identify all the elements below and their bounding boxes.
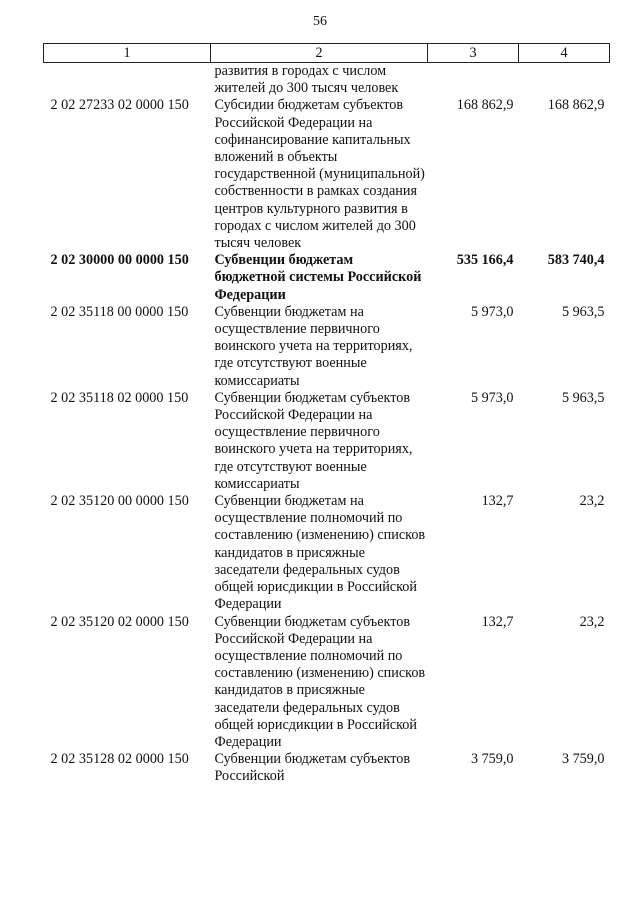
table-row <box>44 390 610 493</box>
table-row <box>44 304 610 390</box>
description-cell: Субсидии бюджетам субъектов Российской Федерации на софинансирование капитальных вложений в объекты государственной (муниципальной) собственности в рамках создания центров культурного развития в городах с числом жителей до 300 тысяч человек <box>214 97 425 252</box>
budget-code-cell: 2 02 35128 02 0000 150 <box>50 751 189 768</box>
description-cell: Субвенции бюджетам субъектов Российской Федерации на осуществление первичного воинского учета на территориях, где отсутствуют военные комиссариаты <box>214 389 413 492</box>
table-row <box>44 63 610 98</box>
amount-cell-col4: 5 963,5 <box>561 389 605 406</box>
amount-cell-col4: 583 740,4 <box>547 252 605 269</box>
budget-code-cell: 2 02 35118 02 0000 150 <box>50 389 189 406</box>
column-header-4: 4 <box>519 44 610 63</box>
amount-cell-col4: 3 759,0 <box>561 751 605 768</box>
amount-cell-col3: 5 973,0 <box>470 303 514 320</box>
amount-cell-col4: 168 862,9 <box>547 97 605 114</box>
budget-table <box>43 43 610 786</box>
table-row <box>44 751 610 785</box>
amount-cell-col3: 132,7 <box>481 493 514 510</box>
description-cell: развития в городах с числом жителей до 300 тысяч человек <box>214 63 399 97</box>
amount-cell-col3: 132,7 <box>481 613 514 630</box>
amount-cell-col4: 23,2 <box>579 613 605 630</box>
amount-cell-col4: 23,2 <box>579 493 605 510</box>
budget-code-cell: 2 02 35120 02 0000 150 <box>50 613 189 630</box>
description-cell: Субвенции бюджетам на осуществление первичного воинского учета на территориях, где отсутствуют военные комиссариаты <box>214 303 413 389</box>
table-body <box>44 63 610 786</box>
budget-code-cell: 2 02 35120 00 0000 150 <box>50 493 189 510</box>
table-row <box>44 97 610 252</box>
amount-cell-col3: 168 862,9 <box>456 97 514 114</box>
description-cell: Субвенции бюджетам субъектов Российской <box>214 751 411 785</box>
page-number: 56 <box>313 14 327 29</box>
amount-cell-col4: 5 963,5 <box>561 303 605 320</box>
amount-cell-col4 <box>519 63 610 98</box>
description-cell: Субвенции бюджетам бюджетной системы Российской Федерации <box>214 252 422 303</box>
description-cell: Субвенции бюджетам субъектов Российской Федерации на осуществление полномочий по составлению (изменению) списков кандидатов в присяжные заседатели федеральных судов общей юрисдикции в Российской Федерации <box>214 613 426 750</box>
amount-cell-col3: 5 973,0 <box>470 389 514 406</box>
budget-code-cell: 2 02 30000 00 0000 150 <box>50 252 189 269</box>
description-cell: Субвенции бюджетам на осуществление полномочий по составлению (изменению) списков кандидатов в присяжные заседатели федеральных судов общей юрисдикции в Российской Федерации <box>214 493 426 613</box>
column-header-1: 1 <box>44 44 211 63</box>
amount-cell-col3: 3 759,0 <box>470 751 514 768</box>
column-header-3: 3 <box>428 44 519 63</box>
amount-cell-col3 <box>428 63 519 98</box>
budget-code-cell: 2 02 35118 00 0000 150 <box>50 303 189 320</box>
table-row <box>44 493 610 613</box>
amount-cell-col3: 535 166,4 <box>456 252 514 269</box>
budget-code-cell: 2 02 27233 02 0000 150 <box>50 97 189 114</box>
budget-code-cell <box>44 63 211 98</box>
header-row <box>44 44 610 63</box>
table-row <box>44 252 610 304</box>
column-header-2: 2 <box>211 44 428 63</box>
table-header <box>44 44 610 63</box>
table-row <box>44 614 610 752</box>
